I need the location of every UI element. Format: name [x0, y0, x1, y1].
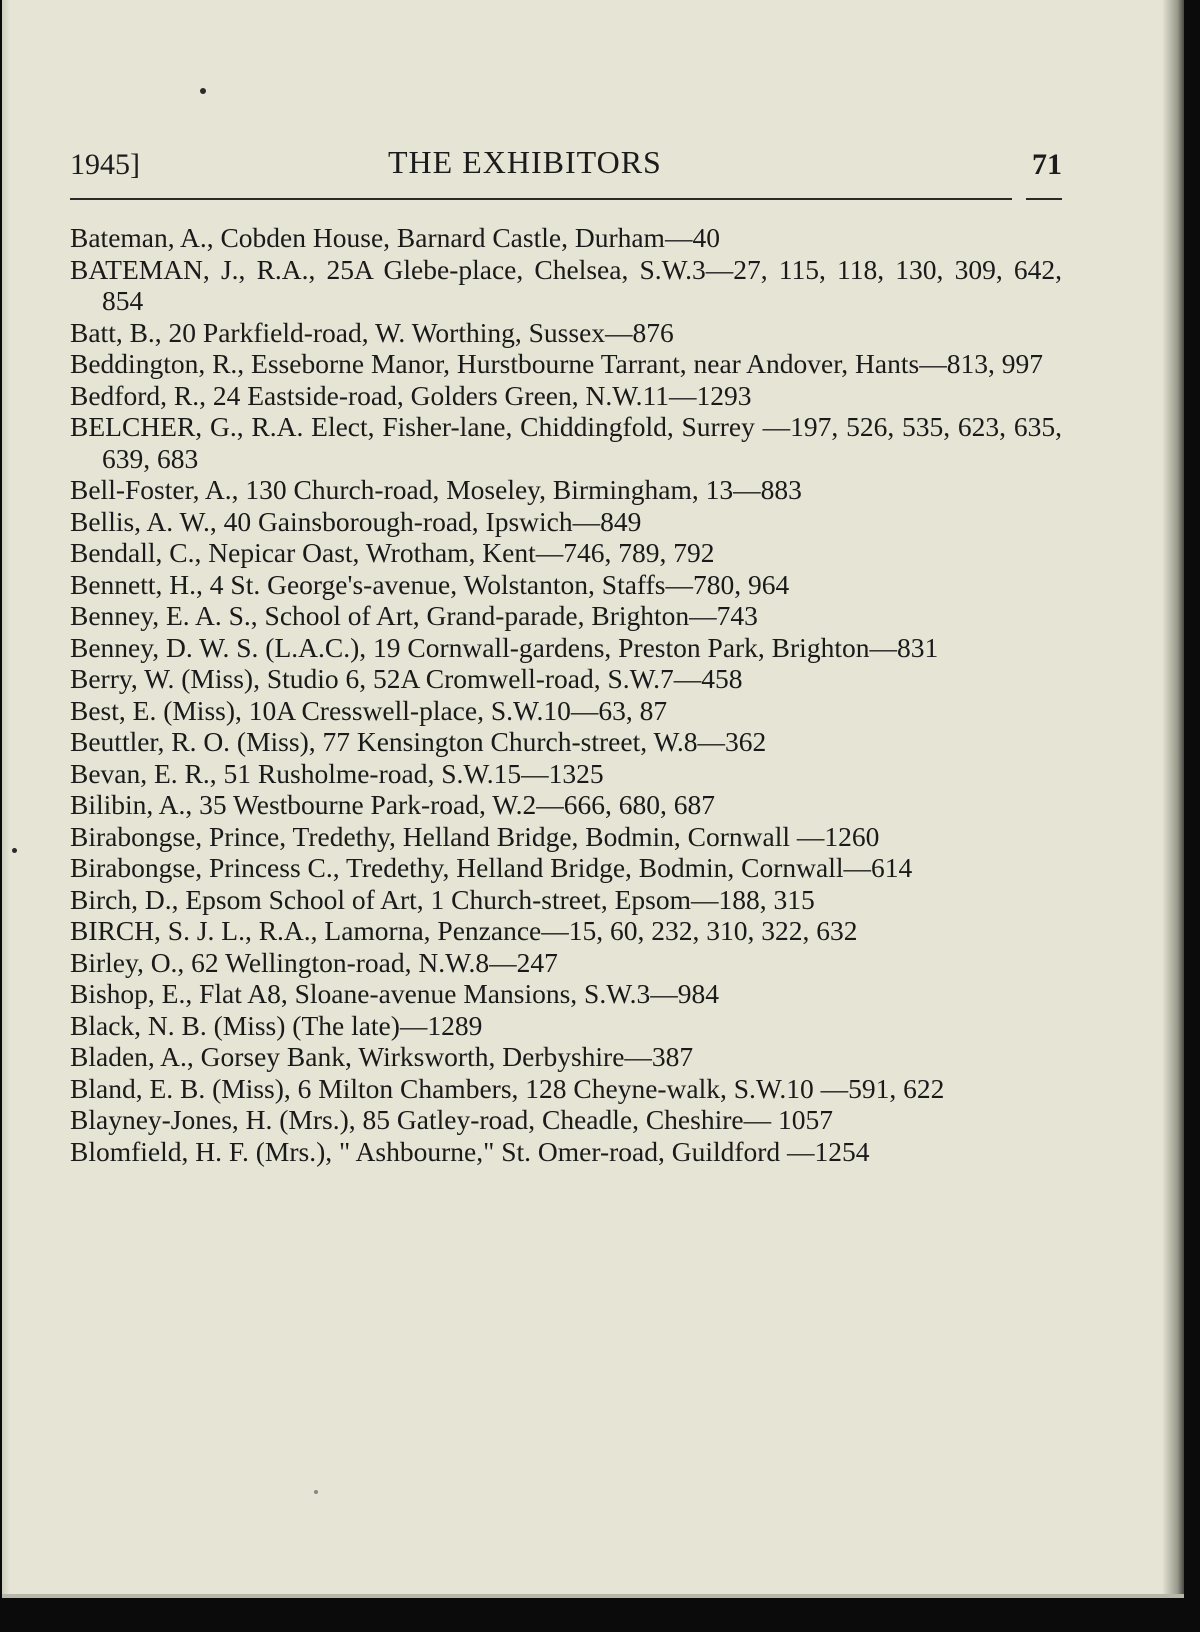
exhibitor-entry: Birch, D., Epsom School of Art, 1 Church-street, Epsom—188, 315 [70, 883, 815, 915]
exhibitor-entry: Birley, O., 62 Wellington-road, N.W.8—247 [70, 946, 558, 978]
page-number: 71 [1032, 148, 1062, 181]
exhibitor-entry: Berry, W. (Miss), Studio 6, 52A Cromwell-road, S.W.7—458 [70, 663, 743, 694]
exhibitor-entry: Bland, E. B. (Miss), 6 Milton Chambers, 128 Cheyne-walk, S.W.10 —591, 622 [70, 1072, 945, 1104]
page-left-edge [2, 0, 10, 1598]
ink-speck [12, 848, 17, 853]
page-binding-shadow [1162, 0, 1184, 1598]
exhibitor-entry: Best, E. (Miss), 10A Cresswell-place, S.W.10—63, 87 [70, 694, 668, 726]
page-bottom-edge [2, 1594, 1184, 1598]
header-rule [70, 198, 1012, 200]
header-title: THE EXHIBITORS [388, 144, 662, 180]
exhibitor-entry: Bilibin, A., 35 Westbourne Park-road, W.2—666, 680, 687 [70, 789, 716, 820]
exhibitor-entry: Birabongse, Princess C., Tredethy, Helland Bridge, Bodmin, Cornwall—614 [70, 852, 913, 883]
exhibitor-entry: Birabongse, Prince, Tredethy, Helland Bridge, Bodmin, Cornwall —1260 [70, 820, 880, 852]
exhibitor-entry: BELCHER, G., R.A. Elect, Fisher-lane, Chiddingfold, Surrey —197, 526, 535, 623, 635, 639, 683 [70, 411, 1062, 474]
exhibitor-entry: Benney, E. A. S., School of Art, Grand-parade, Brighton—743 [70, 600, 758, 631]
exhibitor-entry: Bevan, E. R., 51 Rusholme-road, S.W.15—1325 [70, 757, 604, 789]
header-rule-end [1026, 198, 1062, 200]
running-header [70, 144, 1062, 186]
header-year: 1945] [70, 148, 140, 181]
exhibitor-entry: Benney, D. W. S. (L.A.C.), 19 Cornwall-gardens, Preston Park, Brighton—831 [70, 631, 939, 663]
exhibitor-entry: Bedford, R., 24 Eastside-road, Golders Green, N.W.11—1293 [70, 379, 752, 411]
exhibitor-entry: Blomfield, H. F. (Mrs.), " Ashbourne," St. Omer-road, Guildford —1254 [70, 1135, 870, 1167]
exhibitor-entry: Black, N. B. (Miss) (The late)—1289 [70, 1009, 483, 1041]
exhibitor-entry: Beddington, R., Esseborne Manor, Hurstbourne Tarrant, near Andover, Hants—813, 997 [70, 348, 1043, 379]
exhibitor-entry: Beuttler, R. O. (Miss), 77 Kensington Church-street, W.8—362 [70, 726, 767, 757]
exhibitor-entry: Bennett, H., 4 St. George's-avenue, Wolstanton, Staffs—780, 964 [70, 568, 790, 600]
ink-speck [200, 88, 206, 94]
exhibitor-list [70, 222, 1062, 1167]
exhibitor-entry: Bell-Foster, A., 130 Church-road, Moseley, Birmingham, 13—883 [70, 474, 802, 505]
exhibitor-entry: Bishop, E., Flat A8, Sloane-avenue Mansions, S.W.3—984 [70, 978, 720, 1009]
exhibitor-entry: Bladen, A., Gorsey Bank, Wirksworth, Derbyshire—387 [70, 1041, 694, 1072]
exhibitor-entry: BIRCH, S. J. L., R.A., Lamorna, Penzance—15, 60, 232, 310, 322, 632 [70, 915, 858, 946]
ink-speck [314, 1490, 318, 1494]
exhibitor-entry: Bateman, A., Cobden House, Barnard Castle, Durham—40 [70, 222, 720, 253]
exhibitor-entry: Bendall, C., Nepicar Oast, Wrotham, Kent—746, 789, 792 [70, 537, 715, 568]
exhibitor-entry: Bellis, A. W., 40 Gainsborough-road, Ipswich—849 [70, 505, 642, 537]
exhibitor-entry: Blayney-Jones, H. (Mrs.), 85 Gatley-road, Cheadle, Cheshire— 1057 [70, 1104, 833, 1135]
exhibitor-entry: BATEMAN, J., R.A., 25A Glebe-place, Chelsea, S.W.3—27, 115, 118, 130, 309, 642, 854 [70, 253, 1062, 316]
exhibitor-entry: Batt, B., 20 Parkfield-road, W. Worthing, Sussex—876 [70, 316, 674, 348]
book-page [2, 0, 1184, 1598]
